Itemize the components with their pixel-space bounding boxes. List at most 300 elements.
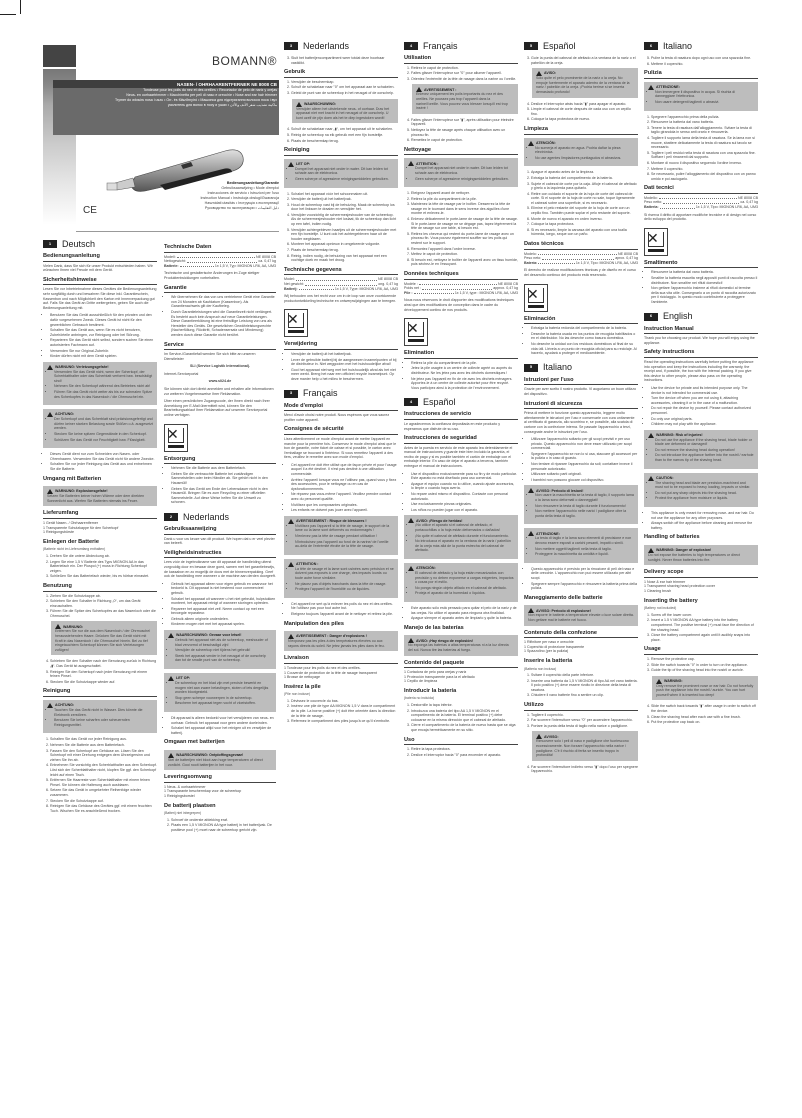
product-line: усилитель для волос в носу и ушах • ماكينة تشذيب شعر الأنف والأذن	[167, 103, 277, 107]
warning-title: AVISO: ¡Hay riesgo de explosión!	[416, 638, 473, 643]
list-item: • Rimuovere la batteria dal vano batteria.	[651, 270, 758, 275]
heading: Elimination	[404, 351, 518, 359]
scope-item: 1 Cepillo de limpieza	[404, 679, 438, 684]
list-item: • Spegnere sempre l'apparecchio e rimuovere la batteria prima della pulizia.	[531, 582, 638, 591]
step: 8. Se necessario, pulire l'alloggiamento del dispositivo con un panno umido e poi asciugarlo.	[651, 172, 758, 181]
list-item: • Steek het apparaat verder in het neusgat of de oorschelp dan tot de smalle punt van de scheerkop.	[175, 654, 272, 663]
caution-title: ATTENTION :	[296, 561, 319, 566]
list-item: • Smaltire la batteria esaurita negli appositi punti di raccolta presso il distributore. Non smaltire nei rifiuti domestici!	[651, 276, 758, 285]
step: 2. Deslice el interruptor hacia "0" para encender el aparato.	[411, 753, 518, 758]
scope-item: 1 Couvercle de protection de la tête de rasage transparent	[284, 670, 377, 675]
column-4	[404, 42, 518, 760]
step: 2. Far scorrere l'interruttore verso "0" per accendere l'apparecchio.	[531, 718, 638, 723]
warning-triangle-icon	[47, 703, 53, 708]
warning-box	[164, 750, 276, 770]
list-item: • Gebruik alleen originele onderdelen.	[171, 617, 276, 622]
heading: Omgaan met batterijen	[164, 739, 225, 746]
subheading: (Batteria non inclusa)	[524, 666, 557, 671]
list-item: • Stop geen scherpe voorwerpen in de scheerkop.	[175, 696, 272, 701]
language-title: Français	[423, 40, 458, 51]
step: 6. Remontez l'appareil dans l'ordre inverse.	[411, 247, 518, 252]
list-item: • El cabezal de afeitado y la hoja están mecanizados con precisión y no deben exponerse a cargas exigentes, impactos o cosas por el estilo.	[415, 571, 514, 585]
warning-triangle-icon	[288, 162, 294, 167]
list-item: • Retirez la pile du compartiment de la pile.	[411, 361, 518, 366]
heading: De batterij plaatsen	[164, 802, 216, 809]
warning-text: No exponga las baterías a altas temperaturas ni a la luz directa del sol. Nunca tire las baterías al fuego.	[408, 643, 509, 652]
paragraph: Prima di mettere in funzione questo apparecchio, leggere molto attentamente le istruzioni per l'uso e conservarle con cura unitamente al certificato di garanzia, allo scontrino e, se possibile, alla scatola di cartone con la confezione interna. Se passate l'apparecchio a terzi, consegnate anche le istruzioni per l'uso.	[524, 411, 635, 434]
list-item: • La tête de rasage et la lame sont usinées avec précision et ne doivent pas exposés à une charge, des impacts lourds ou toute autre force similaire.	[295, 567, 394, 581]
scope-item: 1 Nose & ear hair trimmer	[644, 579, 686, 584]
list-item: • Spegnere l'apparecchio se non lo si usa, staccare gli accessori per la pulizia o in caso di guasto.	[531, 452, 638, 461]
weee-bin-icon: ✕	[284, 309, 308, 337]
list-item: • Gooi het apparaat niet weg met het huishoudelijk afval als het niet meer werkt. Breng het naar een officieel recycle inzamelpunt. Op deze manier help u het milieu te beschermen.	[291, 368, 398, 382]
heading: Delivery scope	[644, 570, 758, 578]
warning-title: WARNING: Risk of injuries!	[656, 432, 703, 437]
section-number: 3	[284, 42, 298, 50]
manuals-heading: Bedienungsanleitung/Garantie	[226, 181, 279, 185]
scope-item: 1 Cortadora de pelo para orejas y nariz	[404, 670, 467, 675]
spec-value: aprox. 0,47 kg	[615, 256, 638, 261]
step: 3. Führen Sie die Spitze des Scherkopfes an das Nasenloch oder die Ohrmuschel.	[50, 609, 157, 618]
step: 3. Orientez l'extrémité de la tête de rasage dans la narine ou l'oreille.	[411, 77, 518, 82]
list-item: • N'introduisez pas l'appareil au fond de la narine/ de l'oreille au-delà de l'extrémité étroite de la tête de rasage.	[295, 540, 394, 549]
warning-triangle-icon	[408, 161, 414, 166]
list-item: • Non usare la macchinetta se la testa di taglio, il supporto lama o la lama sono deformati o danneggiati!	[535, 493, 634, 502]
spec-row	[404, 291, 518, 296]
step: 5. Togliere i peli residui nella testa di rasatura con una spazzola fine. Soffiare i peli rimanenti dal supporto.	[651, 151, 758, 160]
step: 5. Nettoyez la tête de rasage après chaque utilisation avec un pinceau fin.	[411, 128, 518, 137]
list-item: • Nehmen Sie die Batterie aus dem Batteriefach.	[171, 466, 276, 471]
paragraph: Technische und gestalterische Änderungen im Zuge stetiger Produktentwicklungen vorbehalten.	[164, 271, 260, 280]
spec-value: 1x 1,5 V, Typ: MIGNON LR6, AA, UM3	[214, 263, 276, 268]
section-number: 6	[644, 42, 658, 50]
step: 3. Schließen Sie das Batteriefach wieder, bis es hörbar einrastet.	[50, 574, 157, 579]
list-item: • No ponga ningún objeto afilado en el cabezal de afeitado.	[415, 586, 514, 591]
heading: Lieferumfang	[43, 511, 157, 519]
product-line: Tondeuse pour les poils du nez et des oreilles • Recortador de pelo de nariz y orejas	[143, 88, 277, 92]
heading: Entsorgung	[164, 457, 276, 465]
heading: Instruction Manual	[644, 327, 758, 335]
spec-key: Model:	[284, 277, 295, 282]
heading: Utilisation	[404, 56, 518, 64]
step: 5. Clean the shaving head after each use with a fine brush.	[651, 715, 758, 720]
warning-text: N'exposez pas les piles à des températures élevées ou aux rayons directs du soleil. Ne jetez jamais les piles dans le feu.	[288, 639, 385, 648]
manual-languages	[200, 181, 279, 211]
caution-box	[284, 559, 398, 598]
weee-bin-icon: ✕	[404, 318, 428, 346]
heading: Maneggiamento delle batterie	[524, 594, 603, 601]
warning-text: Do not expose the batteries to high temperatures or direct sunlight. Never throw batteries into fire.	[648, 553, 740, 562]
paragraph: Lisez attentivement ce mode d'emploi avant de mettre l'appareil en marche pour la première fois. Conservez le mode d'emploi ainsi que le bon de garantie, votre ticket de caisse et si possible, le carton avec l'emballage se trouvant à l'intérieur. Si vous remettez l'appareil à des tiers, veuillez le remettre avec son mode d'emploi.	[284, 436, 397, 460]
step: 1. Destornille la tapa inferior.	[411, 703, 518, 708]
step: 1. Apague el aparato antes de la limpieza.	[531, 170, 638, 175]
warning-box	[43, 486, 157, 506]
list-item: • Eteignez toujours l'appareil avant de le nettoyer et retirez la pile.	[291, 612, 398, 617]
step: 5. Pulire la testa di rasatura dopo ogni uso con una spazzola fine.	[651, 56, 758, 61]
paragraph: Antes de la puesta en servicio de este aparato lea detenidamente el manual de instrucciones y guarde éste bien incluido la garantía, el recibo de pago y si es posible también el cartón de embalaje con el embalaje interior. En caso de dejar el aparato a terceros, también entregue el manual de instrucciones.	[404, 445, 513, 469]
warning-triangle-icon	[528, 488, 534, 493]
spec-value: 1x 1,5 V, Tipo: MIGNON LR6, AA, UM3	[575, 260, 638, 265]
caution-box	[644, 82, 758, 111]
paragraph: Nous nous réservons le droit d'apporter des modifications techniques ainsi que des modifications de conception dans le cadre du développement continu de nos produits.	[404, 298, 514, 312]
scope-item: 1 Transparante beschermkap voor de scheerkop	[164, 789, 242, 794]
heading: Bedienungsanleitung	[43, 254, 157, 262]
paragraph: Le agradecemos la confianza depositada en este producto y esperamos que disfrute de su uso.	[404, 421, 501, 431]
list-item: • Protect the appliance from moisture or liquids.	[655, 496, 754, 501]
paragraph: Lees vóór de ingebruikname van dit apparaat de handleiding uiterst zorgvuldig door en bewaar deze goed, samen met het garantiebewijs, de kassabon en zo mogelijk de doos met de binnenverpakking. Geef ook de handleiding mee wanneer u de machine aan derden doorgeeft.	[164, 560, 276, 579]
list-item: • Do not use the appliance if the shaving head, blade holder or blade are deformed or damaged!	[655, 438, 754, 447]
brand-logo: BOMANN®	[211, 54, 277, 68]
scope-item: 1 Reinigingsborstel	[164, 793, 195, 798]
product-line: Neus- en oorhaartrimmer • Macchinetta per peli di naso e orecchie • Nose and ear hair trimmer	[126, 93, 277, 97]
step: 2. Extraiga la batería del compartimento de la batería.	[531, 176, 638, 181]
heading: Gebruiksaanwijzing	[164, 527, 276, 535]
caution-title: ATTENZIONE:	[536, 531, 560, 536]
list-item: • Do not introduce the appliance farther into the nostril / earhole than to the narrow tip of the shaving head.	[655, 453, 754, 462]
list-item: • Bescherm het apparaat tegen vocht of vloeistoffen.	[175, 701, 272, 706]
warning-box	[532, 68, 638, 97]
list-item: • Dompel het apparaat niet onder in water. Dit kan leiden tot schade aan de elektronica.	[295, 167, 394, 176]
step: 4. Slide the switch back towards "▮" after usage in order to switch off the device.	[651, 704, 758, 713]
subheading: (Pile non incluse)	[284, 692, 311, 697]
section-francais	[284, 390, 398, 398]
warning-triangle-icon	[288, 562, 294, 567]
warning-title: WARNING:	[664, 678, 683, 683]
step: 4. Schuif de schakelaar naar „▮“, om het apparaat uit te schakelen.	[291, 127, 398, 132]
warning-triangle-icon	[296, 102, 302, 107]
list-item: • Los niños no pueden jugar con el aparato.	[411, 508, 518, 513]
heading: Livraison	[284, 656, 398, 664]
warning-box	[532, 731, 638, 760]
column-5	[524, 42, 638, 777]
warning-text: Only remove the prominent nose or ear hair. Do not forcefully push the appliance into the nostril / auricle. You can hurt yourself when it is inserted too deep!	[656, 683, 754, 697]
warning-title: WAARSCHUWING:	[304, 101, 337, 106]
list-item: • Reparieren Sie das Gerät nicht selbst, sondern suchen Sie einen autorisierten Fachmann auf.	[50, 338, 157, 347]
warning-text: Rimuovere solo i peli di naso e padiglione che fuoriescono eccessivamente. Non forzare l'apparecchio nella narice / padiglione. C'è il rischio di ferita se inserito troppo in profondità!	[536, 739, 629, 758]
section-italiano	[524, 364, 638, 372]
list-item: • ¡No utilice el aparato si el cabezal de afeitado, el portacuchillas o la hoja están deformados o dañados!	[415, 523, 514, 532]
step: 3. Chiudere il vano batterie fino a sentire un clip.	[531, 693, 638, 698]
scope-item: 1 Tondeuse pour les poils du nez et des oreilles.	[284, 665, 361, 670]
list-item: • Non gettare l'apparecchio insieme ai rifiuti domestici al termine della sua vita utile. Consegnarlo a un punto di raccolta autorizzato per il riciclaggio. In questo modo contribuirete a proteggere l'ambiente.	[651, 286, 758, 304]
scope-item: 1 Reinigungsbürste	[43, 530, 74, 535]
bullet-list	[43, 313, 157, 358]
spec-value: 1x 1,5 V, Tipo: MIGNON LR6, AA, UM3	[695, 205, 758, 210]
spec-row	[284, 287, 398, 292]
section-deutsch	[43, 240, 157, 248]
step: 1. Togliere il coperchio.	[531, 713, 638, 718]
step: 8. Reinig, indien nodig, de behuizing van het apparaat met een vochtige doek en maak het droog.	[291, 254, 398, 263]
warning-title: WARNUNG: Explosionsgefahr!	[55, 489, 108, 494]
caution-title: ATENCIÓN:	[416, 566, 436, 571]
weee-bin-icon: ✕	[644, 228, 668, 256]
section-english	[644, 313, 758, 321]
warning-triangle-icon	[648, 476, 654, 481]
list-item: • Extraiga la batería redonda del compartimento de la batería.	[531, 326, 638, 331]
step: 5. Verwijder achtergebleven haartjes uit de scheermesjeshouder met een fijn borsteltje. U kunt ook het achtergebleven haar uit de houder wegblazen.	[291, 228, 398, 242]
step: 3. Cierre el compartimento de la batería de nuevo hasta que se oiga que encaja herméticamente en su sitio.	[411, 723, 518, 732]
paragraph: Grazie per aver scelto il nostro prodotto. Vi auguriamo un buon utilizzo del dispositivo.	[524, 387, 636, 396]
list-item: • Use the device for private and its intended purpose only. The device is not intended for commercial use.	[651, 386, 758, 395]
scope-item: 1 Coperchio di protezione trasparente	[524, 644, 585, 649]
product-title: NASEN- / OHRHAARENTFERNER NE 8008 CB	[53, 80, 279, 88]
section-espanol	[404, 398, 518, 406]
spec-value: NE 8008 CB	[618, 251, 638, 256]
language-title: Italiano	[663, 40, 693, 51]
list-item: • No repare usted mismo el dispositivo. Contacte con personal autorizado.	[411, 492, 518, 501]
cover-divider	[76, 231, 279, 232]
heading: Instrucciones de seguridad	[404, 436, 518, 444]
list-item: • Ne placez pas d'objets tranchants dans la tête de rasage.	[295, 582, 394, 587]
heading: Smaltimento	[644, 261, 758, 269]
heading: Umgang mit Batterien	[43, 475, 102, 482]
paragraph: Sie können sich dort direkt anmelden und erhalten alle Informationen zur weiteren Vorgehensweise Ihrer Reklamation.	[164, 387, 274, 396]
step: 2. Insert a 1.5 V MIGNON AA type battery into the battery compartment. The positive terminal (+) must face the direction of the shaving head.	[651, 618, 758, 632]
warning-box	[404, 515, 518, 559]
list-item: • Non rimuovere la testa di taglio durante il funzionamento!	[535, 504, 634, 509]
list-item: • Cet appareil ne sert qu'à enlever les poils du nez et des oreilles. Ne l'utilisez pas pour tout autre but.	[291, 602, 398, 611]
warning-box	[524, 605, 638, 625]
step: 5. Entfernen Sie Haarreste vom Scherblatthalter mit einem feinen Pinsel. Sie können die Halterung auch ausblasen.	[50, 778, 157, 787]
warning-title: AVERTISSEMENT : Risque de blessures !	[296, 519, 367, 524]
list-item: • Wir übernehmen für das von uns vertriebene Gerät eine Garantie von 24 Monaten ab Kaufdatum (Kassenbon). Als Garantienachweis gilt der Kaufbeleg.	[171, 295, 276, 309]
list-item: • Verwenden Sie das Gerät nicht, wenn der Scherkopf, der Scherblatthalter oder das Scherblatt verformt bzw. beschädigt sind!	[54, 370, 153, 384]
step: 6. Mettere il coperchio.	[651, 62, 758, 67]
list-item: • Deseche la batería usada en los puntos de recogida habilitados o en el distribuidor. No las deseche como basura doméstica.	[531, 332, 638, 341]
list-item: • Schalten Sie das Gerät aus, wenn Sie es nicht benutzen, Zubehörteile anbringen, zur Reinigung oder bei Störung.	[50, 328, 157, 337]
heading: Technische Daten	[164, 245, 276, 253]
section-nederlands-cont	[284, 42, 398, 50]
warning-box	[164, 630, 276, 669]
paragraph: Vielen Dank, dass Sie sich für unser Produkt entschieden haben. Wir wünschen Ihnen viel Freude mit dem Gerät.	[43, 263, 153, 273]
heading: Manipulation des piles	[284, 620, 344, 627]
cover	[43, 45, 279, 240]
ce-mark: CE	[83, 205, 97, 216]
language-title: Español	[423, 397, 456, 408]
list-item: • Utilizzare l'apparecchio soltanto per gli scopi previsti e per uso privato. Questo apparecchio non deve esser utilizzato per scopi commerciali.	[531, 437, 638, 451]
section-number: 5	[524, 42, 538, 50]
caution-title: LET OP:	[296, 161, 311, 166]
list-item: • Do only use original parts.	[651, 417, 758, 422]
caution-title: ATENCIÓN:	[536, 140, 556, 145]
spec-value: NE 8008 CB	[498, 281, 518, 286]
spec-value: 1x 1,5 V, type : MIGNON LR6, AA, UM3	[454, 290, 518, 295]
step: 5. Limpie el cabezal de corte después de cada uso con un cepillo fino.	[531, 107, 638, 116]
list-item: • No sumerja el aparato en agua. Podría dañar la pieza electrónica.	[535, 146, 634, 155]
heading: Dati tecnici	[644, 186, 758, 194]
list-item: • Este aparato sólo está pensado para quitar el pelo de la nariz y de las orejas. No utilice el aparato para ninguna otra finalidad.	[411, 606, 518, 615]
step: 7. Plaats de beschermkap terug.	[291, 248, 398, 253]
caution-box	[404, 158, 518, 187]
heading: Reiniging	[284, 148, 398, 156]
warning-title: WARNUNG: Verletzungsgefahr!	[55, 364, 109, 369]
heading: Safety instructions	[644, 350, 758, 358]
manuals-line: Instrucciones de servicio • Istruzioni per l'uso	[207, 191, 279, 195]
step: 1. Schroef de onderste afdekking eraf.	[171, 818, 276, 823]
spec-value: 1x 1,5 V, Type: MIGNON LR6, AA, UM3	[334, 286, 398, 291]
step: 6. Stecken Sie die Schutzkappe wieder auf.	[50, 680, 157, 685]
paragraph: Über einen persönlichen Zugangscode, der Ihnen direkt nach Ihrer Anmeldung per E-Mail übermittelt wird, können Sie den Bearbeitungsablauf Ihrer Reklamation auf unserem Serviceportal online verfolgen.	[164, 399, 270, 418]
step: 7. Mettere il coperchio.	[651, 167, 758, 172]
warning-triangle-icon	[288, 519, 294, 524]
spec-key: Net gewicht:	[284, 282, 304, 286]
warning-text: Verwijder alleen het uitstekende neus- of oorhaar. Duw het apparaat niet met kracht in het neusgat of de oorschelp. U kunt uzelf de pijn doen als het te diep ingestoken wordt!	[296, 106, 390, 120]
step: 3. Guíe la punta del cabezal de afeitado a la ventana de la nariz o el pabellón de la oreja.	[531, 56, 638, 65]
warning-title: WAARSCHUWING: Gevaar voor letsel!	[176, 633, 242, 638]
list-item: • Utilizzare soltanto parti originali.	[531, 472, 638, 477]
heading: Utilizzo	[524, 703, 638, 711]
step: 2. Retirez la pile du compartiment de la pile.	[411, 197, 518, 202]
list-item: • Protégez l'appareil de l'humidité ou de liquides.	[295, 587, 394, 592]
step: 1. Dévissez le couvercle du bas.	[291, 699, 398, 704]
manuals-line: Használati utasítás • Інструкція з експлуатації	[204, 201, 279, 205]
scope-item: 1 Spazzolino (per la pulizia)	[524, 649, 569, 654]
heading: Istruzioni per l'uso	[524, 378, 638, 386]
warning-triangle-icon	[528, 531, 534, 536]
step: 3. Fassen Sie den Scherkopf am Gehäuse an. Lösen Sie den Scherkopf mit einer Drehung entgegen dem Uhrzeigersinn und ziehen Sie ihn ab.	[50, 749, 157, 763]
section-espanol-cont	[524, 42, 638, 50]
step: 8. Si besoin est, nettoyez le boîtier de l'appareil avec un tissu humide, puis séchez-le en l'essuyant.	[411, 258, 518, 267]
service-url-link[interactable]: www.sli24.de	[208, 379, 232, 384]
step: 3. Maintenez la tête de rasage par le boîtier. Desserrez la tête de rasage en le tournant dans le sens inverse des aiguilles d'une montre et enlevez-le.	[411, 202, 518, 216]
warning-triangle-icon	[47, 412, 53, 417]
list-item: • Gebruik het apparaat alleen voor eigen gebruik en waarvoor het bedoeld is. Dit apparaat is niet bestemd voor commercieel gebruik.	[171, 582, 276, 596]
list-item: • Proteja el aparato de la humedad o líquidos.	[415, 591, 514, 596]
warning-title: AVISO: ¡Riesgo de heridas!	[416, 518, 463, 523]
warning-text: Non esporre le batterie a temperature elevate o luce solare diretta. Non gettare mai le batterie nel fuoco.	[528, 613, 634, 622]
warning-box	[644, 430, 758, 469]
step: 6. Put the protective cap back on.	[651, 720, 758, 725]
list-item: • Dieses Gerät dient nur zum Schneiden von Nasen- oder Ohrenhaaren. Verwenden Sie das Gerät nicht für andere Zwecke.	[50, 452, 157, 461]
spec-key: Peso netto:	[644, 200, 663, 205]
step: 2. Plaats een 1,5 V MIGNON AA type batterij in het batterijvak. De positieve pool (+) moet naar de scheerkop gericht zijn.	[171, 823, 276, 832]
list-item: • De scheerkop en het blad zijn met precisie bewerkt en mogen niet aan zware belastingen, stoten of iets dergelijks worden blootgesteld.	[175, 681, 272, 695]
warning-box	[284, 631, 398, 651]
step: 3. Sluit het batterijencompartiment weer totdat deze hoorbaar vastklikt.	[291, 56, 398, 65]
caution-box	[164, 673, 276, 712]
scope-item: 1 Rifinitore per naso e orecchie	[524, 640, 574, 645]
column-2	[164, 240, 276, 836]
heading: Garantie	[164, 286, 276, 294]
step: 1. Verwijder de beschermkap.	[291, 80, 398, 85]
step: 3. Portare la punta della testa di taglio nella narice o padiglione.	[531, 724, 638, 729]
step: 2. Legen Sie eine 1,5 V Batterie des Typs MIGNON AA in das Batteriefach ein. Der Pluspol (+) muss in Richtung Scherkopf zeigen.	[50, 560, 157, 574]
list-item: • N'utilisez que les composantes originales.	[291, 503, 398, 508]
warning-box	[412, 84, 518, 113]
warning-box	[292, 99, 398, 124]
list-item: • Kinderen mogen niet met het apparaat spelen.	[171, 622, 276, 627]
step: 3. Guide the tip of the shaving head into the nostril or auricle.	[651, 668, 758, 673]
step: 1. Drehen Sie die untere Abdeckung ab.	[50, 554, 157, 559]
paragraph: Im Service-/Garantiefall wenden Sie sich bitte an unseren Dienstleister	[164, 352, 256, 361]
list-item: • Non mettere oggetti taglienti nella testa di taglio.	[535, 547, 634, 552]
list-item: • Do not repair the device by yourself. Please contact authorized personnel.	[651, 406, 758, 415]
list-item: • This appliance is only meant for removing nose- and ear hair. Do not use the appliance for any other purposes.	[651, 511, 758, 520]
paragraph: Read the operating instructions carefully before putting the appliance into operation and keep the instructions including the warranty, the receipt and, if possible, the box with the internal packing. If you give this device to other people, please also pass on the operating instructions.	[644, 359, 754, 383]
warning-box	[644, 545, 758, 565]
language-title: Deutsch	[62, 238, 96, 249]
section-number: 5	[524, 364, 538, 372]
crop-mark	[0, 14, 16, 15]
language-title: Français	[303, 388, 338, 399]
warning-text: Enlevez uniquement les poils importants du nez et des oreilles. Ne poussez pas trop l'appareil dans la narine/l'oreille. Vous pouvez vous blesser lorsqu'il est trop inséré !	[416, 92, 508, 111]
crop-mark	[20, 0, 21, 14]
caution-title: LET OP:	[176, 676, 191, 681]
warning-title: AVISO:	[544, 71, 557, 76]
list-item: • Geben Sie das Gerät am Ende der Lebensdauer nicht in den Hausmüll. Bringen Sie es zum Recycling zu einer offiziellen Sammelstelle. Auf diese Weise helfen Sie die Umwelt zu schonen.	[171, 487, 276, 505]
spec-value: NE 8008 CB	[256, 254, 276, 259]
list-item: • Always switch off the appliance before cleaning and remove the battery.	[651, 521, 758, 530]
list-item: • Kinder dürfen nicht mit dem Gerät spielen.	[50, 354, 157, 359]
spec-value: NE 8008 CB	[378, 277, 398, 282]
list-item: • Der Scherkopf und das Scherblatt sind präzisionsgefertigt und dürfen keiner starken Belastung sowie Stößen o.ä. ausgesetzt werden.	[54, 417, 153, 431]
paragraph: Dank u voor uw keuze van dit product. We hopen dat u er veel plezier van beleeft.	[164, 536, 275, 546]
step: 3. Geleid de punt van de scheerkop in het neusgat of de oorschelp.	[291, 91, 398, 96]
warning-title: AVERTISSEMENT :	[424, 87, 457, 92]
list-item: • Do not put any sharp objects into the shaving head.	[655, 491, 754, 496]
step: 1. Svitare il coperchio della parte inferiore.	[531, 673, 638, 678]
list-item: • Ne jetez pas l'appareil en fin de vie avec les déchets ménagers. Apportez-le à un centre de collecte autorisé pour être recyclé. Vous participez ainsi à la protection de l'environnement.	[411, 377, 518, 391]
step: 6. Plaats de beschermkap terug.	[291, 139, 398, 144]
warning-text: Stel de batterijen niet bloot aan hoge temperaturen of direct zonlicht. Gooi nooit batterijen in het vuur.	[168, 757, 263, 767]
heading: Nettoyage	[404, 148, 518, 156]
warning-title: WARNING: Danger of explosion!	[656, 548, 712, 553]
step: 2. Schuif de schakelaar naar "0" om het apparaat aan te schakelen.	[291, 85, 398, 90]
heading: Contenido del paquete	[404, 661, 518, 669]
language-title: Nederlands	[303, 40, 350, 51]
heading: Instrucciones de servicio	[404, 412, 518, 420]
manuals-line: Руководство по эксплуатации • دليل التعليمات	[204, 206, 279, 210]
heading: Istruzioni di sicurezza	[524, 402, 638, 410]
product-line: Trymer do włosów nosa i uszu • Orr- és fülszőrnyíró • Машинка для підстригання волосся носа і вух	[114, 98, 277, 102]
heading: Uso	[404, 738, 518, 746]
step: 3. Houd de scheerkop vast bij de behuizing. Maak de scheerkop los door het linksom te draaien en verwijder het.	[291, 203, 398, 212]
step: 6. Monteer het apparaat opnieuw in omgekeerde volgorde.	[291, 242, 398, 247]
spec-key: Modell:	[164, 254, 176, 259]
heading: Inserire la batteria	[524, 657, 573, 664]
list-item: • Geben Sie die verbrauchte Batterie bei zuständigen Sammelstellen oder beim Händler ab. Sie gehört nicht in den Hausmüll!	[171, 472, 276, 486]
step: 6. Remettez le capot de protection.	[411, 138, 518, 143]
step: 4. Far scorrere l'interruttore indietro verso "▮" dopo l'uso per spegnere l'apparecchio.	[531, 765, 638, 774]
heading: Eliminación	[524, 317, 638, 325]
list-item: • Jetez la pile usagée à un centre de collecte agréé ou auprès du distributeur. Ne les jetez pas avec les déchets domestiques !	[411, 366, 518, 375]
heading: Reinigung	[43, 689, 157, 697]
product-banner	[53, 80, 279, 135]
manuals-line: Gebruiksaanwijzing • Mode d'emploi	[221, 186, 279, 190]
caution-title: ATTENZIONE:	[656, 84, 680, 89]
list-item: • Schalten Sie vor jeder Reinigung das Gerät aus und entnehmen Sie die Batterie.	[50, 462, 157, 471]
caution-box	[284, 159, 398, 188]
scope-item: 1 Brosse de nettoyage	[284, 675, 320, 680]
step: 2. Faites glisser l'interrupteur sur "0" pour allumer l'appareil.	[411, 71, 518, 76]
heading: Benutzung	[43, 584, 157, 592]
spec-key: Pile :	[404, 290, 413, 295]
list-item: • Geen scherpe of agressieve reinigingsmiddelen gebruiken.	[415, 177, 514, 182]
step: 4. Enlevez délicatement le porte-lame de rasage de la tête de rasage. Si le porte-lame de rasage ne se dégage pas, tapez légèrement la tête de rasage sur une table, si besoin est.	[411, 217, 518, 231]
heading: Introducir la batería	[404, 687, 457, 694]
step: 4. Deslice el interruptor atrás hacia "▮" para apagar el aparato.	[531, 102, 638, 107]
heading: Contenuto della confezione	[524, 631, 638, 639]
step: 8. Reinigen Sie das Gehäuse des Gerätes ggf. mit einem feuchten Tuch. Wischen Sie es anschließend trocken.	[50, 804, 157, 813]
caution-title: ATTENTION :	[416, 161, 439, 166]
section-francais-cont	[404, 42, 518, 50]
step: 1. Ziehen Sie die Schutzkappe ab.	[50, 594, 157, 599]
weee-bin-icon: ✕	[164, 424, 188, 452]
step: 2. Insérez une pile de type AA MIGNON 1,5 V dans le compartiment de la pile. La borne positive (+) doit être orientée dans la direction de la tête de rasage.	[291, 704, 398, 718]
step: 2. Nehmen Sie die Batterie aus dem Batteriefach.	[50, 743, 157, 748]
list-item: • Benutzen Sie keine scharfen oder scheuernden Reinigungsmittel.	[54, 718, 153, 727]
warning-title: WARNUNG:	[63, 624, 84, 629]
